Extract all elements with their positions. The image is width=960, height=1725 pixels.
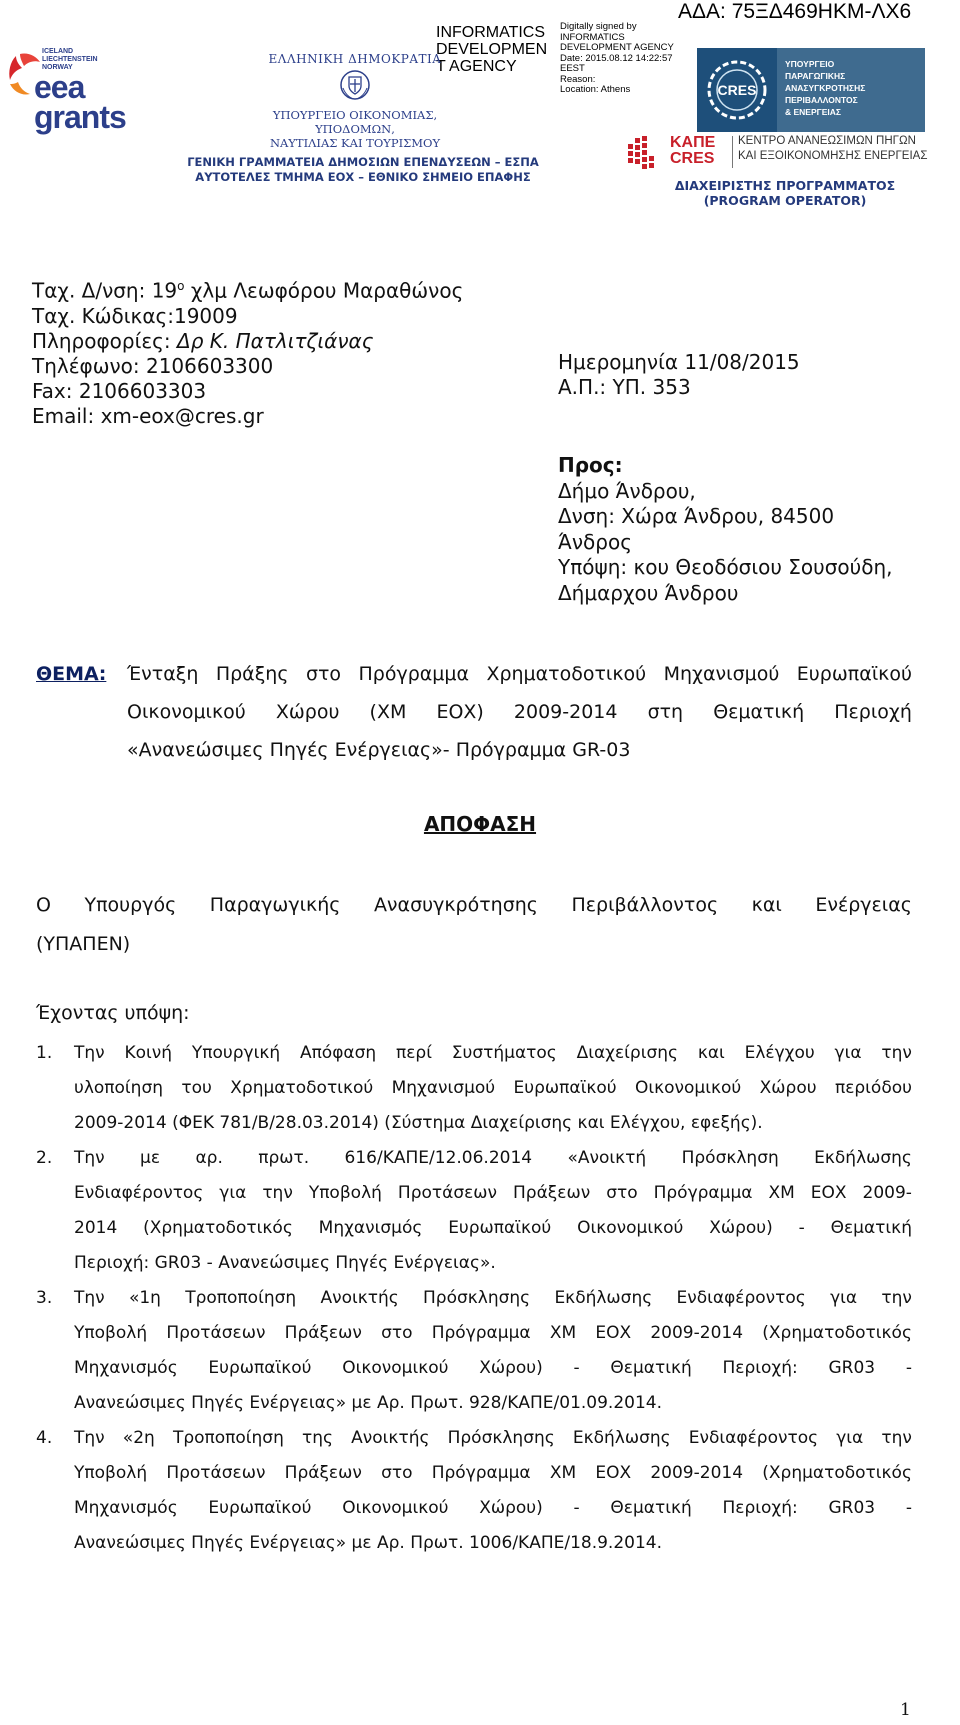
word: GR03 xyxy=(828,1358,876,1378)
word: Πρόγραμμα xyxy=(431,1323,531,1343)
word: - xyxy=(798,1218,805,1238)
greek-republic-block xyxy=(250,52,460,150)
recipient-line: Υπόψη: κου Θεοδόσιου Σουσούδη, xyxy=(558,555,893,579)
word: Χώρου) xyxy=(479,1358,543,1378)
word: - xyxy=(905,1498,912,1518)
word: Μηχανισμού xyxy=(391,1078,496,1098)
ypen-logo-mark: CRES xyxy=(717,82,757,98)
word: Προτάσεων xyxy=(166,1323,266,1343)
word: Χώρου xyxy=(759,1078,817,1098)
word: την xyxy=(881,1428,912,1448)
greek-republic-title: ΕΛΛΗΝΙΚΗ ΔΗΜΟΚΡΑΤΙΑ xyxy=(268,52,442,66)
contact-info: Πληροφορίες: Δρ Κ. Πατλιτζιάνας xyxy=(32,328,374,353)
word: υλοποίηση xyxy=(74,1078,164,1098)
list-item-line: 2009-2014 (ΦΕΚ 781/Β/28.03.2014) (Σύστημα Διαχείρισης και Ελέγχου, εφεξής). xyxy=(74,1113,763,1133)
word: Περιβάλλοντος xyxy=(571,894,719,916)
word: 2009-2014 xyxy=(513,701,618,723)
contact-block xyxy=(32,274,463,429)
signature-agency-line: INFORMATICS xyxy=(436,24,546,41)
word: Υποβολή xyxy=(74,1323,148,1343)
general-secretariat xyxy=(168,155,558,185)
word: για xyxy=(219,1183,247,1203)
word: - xyxy=(573,1358,580,1378)
word: Προτάσεων xyxy=(397,1183,498,1203)
word: ΧΜ xyxy=(768,1183,795,1203)
word: του xyxy=(181,1078,212,1098)
word: Περιοχή: xyxy=(722,1498,798,1518)
word: ΕΟΧ xyxy=(810,1183,847,1203)
word: (Χρηματοδοτικός xyxy=(762,1323,912,1343)
page-number: 1 xyxy=(900,1700,911,1720)
list-item-line xyxy=(74,1281,912,1316)
word: Μηχανισμού xyxy=(663,663,780,685)
word: περί xyxy=(395,1043,432,1063)
contact-email: Email: xm-eox@cres.gr xyxy=(32,403,264,428)
word: Πράξεων xyxy=(284,1463,362,1483)
word: 2009- xyxy=(862,1183,912,1203)
word: πρωτ. xyxy=(258,1148,310,1168)
word: Θεματική xyxy=(610,1358,692,1378)
word: της xyxy=(302,1428,334,1448)
list-item-line xyxy=(74,1211,912,1246)
word: ΕΟΧ xyxy=(595,1323,632,1343)
word: για xyxy=(836,1428,864,1448)
ypen-logo-line: & ΕΝΕΡΓΕΙΑΣ xyxy=(785,107,842,117)
signature-detail-line: Date: 2015.08.12 14:22:57 xyxy=(560,52,673,64)
word: Πρόσκλησης xyxy=(423,1288,531,1308)
word: Πρόσκλησης xyxy=(447,1428,555,1448)
list-item-number: 1. xyxy=(36,1043,53,1063)
word: (ΧΜ xyxy=(369,701,407,723)
signature-detail-line: Location: Athens xyxy=(560,84,631,95)
word: Ο xyxy=(36,894,51,916)
word: Ενδιαφέροντος xyxy=(676,1288,806,1308)
word: Διαχείρισης xyxy=(576,1043,678,1063)
word: Την xyxy=(74,1288,105,1308)
word: Περιοχή xyxy=(834,701,912,723)
word: Την xyxy=(74,1043,105,1063)
word: Πράξεων xyxy=(513,1183,591,1203)
general-secretariat-line: ΓΕΝΙΚΗ ΓΡΑΜΜΑΤΕΙΑ ΔΗΜΟΣΙΩΝ ΕΠΕΝΔΥΣΕΩΝ – ΕΣΠΑ xyxy=(187,155,539,169)
subject-block xyxy=(36,655,912,769)
eea-country: LIECHTENSTEIN xyxy=(42,56,98,63)
signature-details xyxy=(560,22,674,96)
word: Θεματική xyxy=(610,1498,692,1518)
word: Ευρωπαϊκού xyxy=(796,663,912,685)
contact-phone: Τηλέφωνο: 2106603300 xyxy=(32,353,274,378)
signature-agency-line: T AGENCY xyxy=(436,58,517,75)
list-item-line xyxy=(74,1141,912,1176)
list-item xyxy=(36,1281,912,1421)
list-item-line: Ανανεώσιμες Πηγές Ενέργειας» με Αρ. Πρωτ. 928/ΚΑΠΕ/01.09.2014. xyxy=(74,1393,662,1413)
given-label: Έχοντας υπόψη: xyxy=(36,1002,190,1024)
ministry-economy-line: ΝΑΥΤΙΛΙΑΣ ΚΑΙ ΤΟΥΡΙΣΜΟΥ xyxy=(269,136,441,150)
list-item xyxy=(36,1036,912,1141)
word: Θεματική xyxy=(830,1218,912,1238)
word: Χώρου) xyxy=(479,1498,543,1518)
word: ΧΜ xyxy=(549,1323,577,1343)
word: Θεματική xyxy=(713,701,805,723)
word: Μηχανισμός xyxy=(318,1218,423,1238)
word: 2009-2014 xyxy=(650,1463,744,1483)
word: «1η xyxy=(128,1288,161,1308)
greek-coat-of-arms-icon xyxy=(338,68,372,102)
grants-word: grants xyxy=(34,99,126,135)
word: και xyxy=(751,894,782,916)
word: Τροποποίηση xyxy=(172,1428,284,1448)
word: Ευρωπαϊκού xyxy=(448,1218,552,1238)
word: 2014 xyxy=(74,1218,118,1238)
program-operator-line: ΔΙΑΧΕΙΡΙΣΤΗΣ ΠΡΟΓΡΑΜΜΑΤΟΣ xyxy=(674,178,896,193)
word: Ευρωπαϊκού xyxy=(208,1498,312,1518)
word: Υποβολή xyxy=(308,1183,382,1203)
word: Εκδήλωσης xyxy=(572,1428,671,1448)
word: Ανασυγκρότησης xyxy=(373,894,538,916)
list-item-line: Ανανεώσιμες Πηγές Ενέργειας» με Αρ. Πρωτ. 1006/ΚΑΠΕ/18.9.2014. xyxy=(74,1533,662,1553)
signature-detail-line: EEST xyxy=(560,63,585,74)
ministry-economy-line: ΥΠΟΥΡΓΕΙΟ ΟΙΚΟΝΟΜΙΑΣ, ΥΠΟΔΟΜΩΝ, xyxy=(272,108,438,136)
signature-detail-line: DEVELOPMENT AGENCY xyxy=(560,42,674,53)
ypen-logo-emblem xyxy=(697,48,777,132)
list-item xyxy=(36,1421,912,1561)
recipient-line: Δήμαρχου Άνδρου xyxy=(558,580,739,605)
minister-block xyxy=(36,886,912,964)
word: Ενδιαφέροντος xyxy=(688,1428,819,1448)
word: Ανοικτής xyxy=(320,1288,399,1308)
word: Ελέγχου xyxy=(744,1043,815,1063)
word: για xyxy=(834,1043,862,1063)
signature-detail-line: Digitally signed by xyxy=(560,21,637,32)
cres-kape-word: ΚΑΠΕ xyxy=(670,134,716,151)
word: Οικονομικού xyxy=(127,701,246,723)
word: Πράξης xyxy=(215,663,289,685)
list-item-number: 2. xyxy=(36,1148,53,1168)
subject-line xyxy=(127,693,912,731)
cres-logo xyxy=(626,134,936,180)
word: (Χρηματοδοτικός xyxy=(762,1463,912,1483)
signature-detail-line: INFORMATICS xyxy=(560,31,625,43)
document-meta xyxy=(558,350,800,400)
word: - xyxy=(905,1358,912,1378)
word: Την xyxy=(74,1428,105,1448)
word: στο xyxy=(606,1183,638,1203)
contact-address: Ταχ. Δ/νση: $19^o$ χλμ Λεωφόρου Μαραθώνος xyxy=(32,278,464,303)
eea-word: eea xyxy=(34,69,85,105)
list-item-line xyxy=(74,1421,912,1456)
eea-country: NORWAY xyxy=(42,64,73,71)
list-item-line xyxy=(74,1176,912,1211)
word: «2η xyxy=(122,1428,155,1448)
ada-code: ΑΔΑ: 75ΞΔ469ΗΚΜ-ΛΧ6 xyxy=(678,0,912,23)
word: Ενέργειας xyxy=(815,894,912,916)
list-item-line xyxy=(74,1491,912,1526)
recipient-label: Προς: xyxy=(558,453,623,477)
word: Χρηματοδοτικού xyxy=(230,1078,374,1098)
recipient-line: Άνδρος xyxy=(558,529,632,554)
word: Εκδήλωσης xyxy=(554,1288,653,1308)
word: για xyxy=(830,1288,858,1308)
document-date: Ημερομηνία 11/08/2015 xyxy=(558,350,800,374)
word: Ευρωπαϊκού xyxy=(208,1358,312,1378)
recipient-line: Δήμο Άνδρου, xyxy=(558,478,696,503)
contact-postcode: Ταχ. Κώδικας:19009 xyxy=(32,303,238,328)
subject-text xyxy=(127,655,912,769)
decision-title: ΑΠΟΦΑΣΗ xyxy=(423,812,537,836)
word: στο xyxy=(305,663,342,685)
document-protocol: Α.Π.: ΥΠ. 353 xyxy=(558,375,691,399)
ypen-logo-line: ΠΑΡΑΓΩΓΙΚΗΣ xyxy=(785,71,846,81)
word: Υπουργός xyxy=(84,894,177,916)
word: ΕΟΧ) xyxy=(436,701,484,723)
list-item-line xyxy=(74,1036,912,1071)
word: περιόδου xyxy=(834,1078,912,1098)
word: Συστήματος xyxy=(451,1043,557,1063)
word: (Χρηματοδοτικός xyxy=(143,1218,293,1238)
word: με xyxy=(140,1148,161,1168)
signature-agency-line: DEVELOPMEN xyxy=(436,41,548,58)
word: την xyxy=(881,1043,912,1063)
word: Παραγωγικής xyxy=(209,894,341,916)
list-item-line xyxy=(74,1071,912,1106)
word: Κοινή xyxy=(124,1043,173,1063)
word: Εκδήλωσης xyxy=(814,1148,912,1168)
word: Πρόγραμμα xyxy=(431,1463,531,1483)
word: - xyxy=(573,1498,580,1518)
word: Τροποποίηση xyxy=(185,1288,297,1308)
word: Οικονομικού xyxy=(634,1078,742,1098)
word: Ευρωπαϊκού xyxy=(513,1078,617,1098)
cres-word: CRES xyxy=(670,150,715,167)
word: GR03 xyxy=(828,1498,876,1518)
ypen-logo xyxy=(697,48,925,132)
word: «Ανανεώσιμες Πηγές Ενέργειας»- Πρόγραμμα GR-03 xyxy=(127,739,631,761)
word: Χρηματοδοτικού xyxy=(486,663,647,685)
cres-line: ΚΕΝΤΡΟ ΑΝΑΝΕΩΣΙΜΩΝ ΠΗΓΩΝ xyxy=(738,135,916,147)
word: «Ανοικτή xyxy=(567,1148,647,1168)
recipient-line: Δνση: Χώρα Άνδρου, 84500 xyxy=(558,504,835,528)
word: Χώρου xyxy=(275,701,340,723)
minister-line: (ΥΠΑΠΕΝ) xyxy=(36,933,131,955)
word: Ένταξη xyxy=(127,663,199,685)
program-operator xyxy=(660,178,910,208)
word: Μηχανισμός xyxy=(74,1498,178,1518)
list-item-number: 4. xyxy=(36,1428,53,1448)
word: Πράξεων xyxy=(284,1323,362,1343)
word: Υποβολή xyxy=(74,1463,148,1483)
subject-label: ΘΕΜΑ: xyxy=(36,663,107,685)
cres-line: ΚΑΙ ΕΞΟΙΚΟΝΟΜΗΣΗΣ ΕΝΕΡΓΕΙΑΣ xyxy=(738,150,928,162)
word: Οικονομικού xyxy=(342,1498,449,1518)
contact-fax: Fax: 2106603303 xyxy=(32,378,207,403)
word: την xyxy=(881,1288,912,1308)
word: Χώρου) xyxy=(709,1218,773,1238)
word: στο xyxy=(381,1463,413,1483)
subject-line xyxy=(127,731,912,769)
word: Την xyxy=(74,1148,105,1168)
list-item-line: Περιοχή: GR03 - Ανανεώσιμες Πηγές Ενέργειας». xyxy=(74,1253,496,1273)
word: και xyxy=(697,1043,725,1063)
ypen-logo-line: ΠΕΡΙΒΑΛΛΟΝΤΟΣ xyxy=(785,95,858,105)
ypen-logo-line: ΑΝΑΣΥΓΚΡΟΤΗΣΗΣ xyxy=(785,83,866,93)
word: ΕΟΧ xyxy=(595,1463,632,1483)
word: Οικονομικού xyxy=(342,1358,449,1378)
eea-country: ICELAND xyxy=(42,48,74,55)
list-item-number: 3. xyxy=(36,1288,53,1308)
list-item-line xyxy=(74,1456,912,1491)
list-item xyxy=(36,1141,912,1281)
word: Ανοικτής xyxy=(351,1428,430,1448)
word: Προτάσεων xyxy=(166,1463,266,1483)
minister-line xyxy=(36,886,912,925)
word: Πρόγραμμα xyxy=(358,663,469,685)
word: Πρόγραμμα xyxy=(653,1183,753,1203)
word: 2009-2014 xyxy=(650,1323,744,1343)
program-operator-line: (PROGRAM OPERATOR) xyxy=(703,193,867,208)
subject-line xyxy=(127,655,912,693)
list-item-line xyxy=(74,1351,912,1386)
signature-detail-line: Reason: xyxy=(560,73,596,85)
word: Υπουργική xyxy=(191,1043,281,1063)
considerations-list xyxy=(36,1036,912,1561)
word: στο xyxy=(381,1323,413,1343)
word: αρ. xyxy=(195,1148,223,1168)
word: Ενδιαφέροντος xyxy=(74,1183,204,1203)
word: στη xyxy=(647,701,684,723)
recipient-block xyxy=(558,453,892,606)
word: Μηχανισμός xyxy=(74,1358,178,1378)
general-secretariat-line: ΑΥΤΟΤΕΛΕΣ ΤΜΗΜΑ ΕΟΧ – ΕΘΝΙΚΟ ΣΗΜΕΙΟ ΕΠΑΦΗΣ xyxy=(195,170,531,184)
word: Απόφαση xyxy=(299,1043,377,1063)
word: Οικονομικού xyxy=(577,1218,684,1238)
eea-grants-logo xyxy=(6,48,124,140)
list-item-line xyxy=(74,1316,912,1351)
word: 616/ΚΑΠΕ/12.06.2014 xyxy=(344,1148,533,1168)
word: Περιοχή: xyxy=(722,1358,798,1378)
word: Πρόσκληση xyxy=(681,1148,779,1168)
word: την xyxy=(262,1183,293,1203)
word: ΧΜ xyxy=(549,1463,577,1483)
ypen-logo-line: ΥΠΟΥΡΓΕΙΟ xyxy=(785,59,835,69)
cres-grid-icon xyxy=(626,134,672,178)
